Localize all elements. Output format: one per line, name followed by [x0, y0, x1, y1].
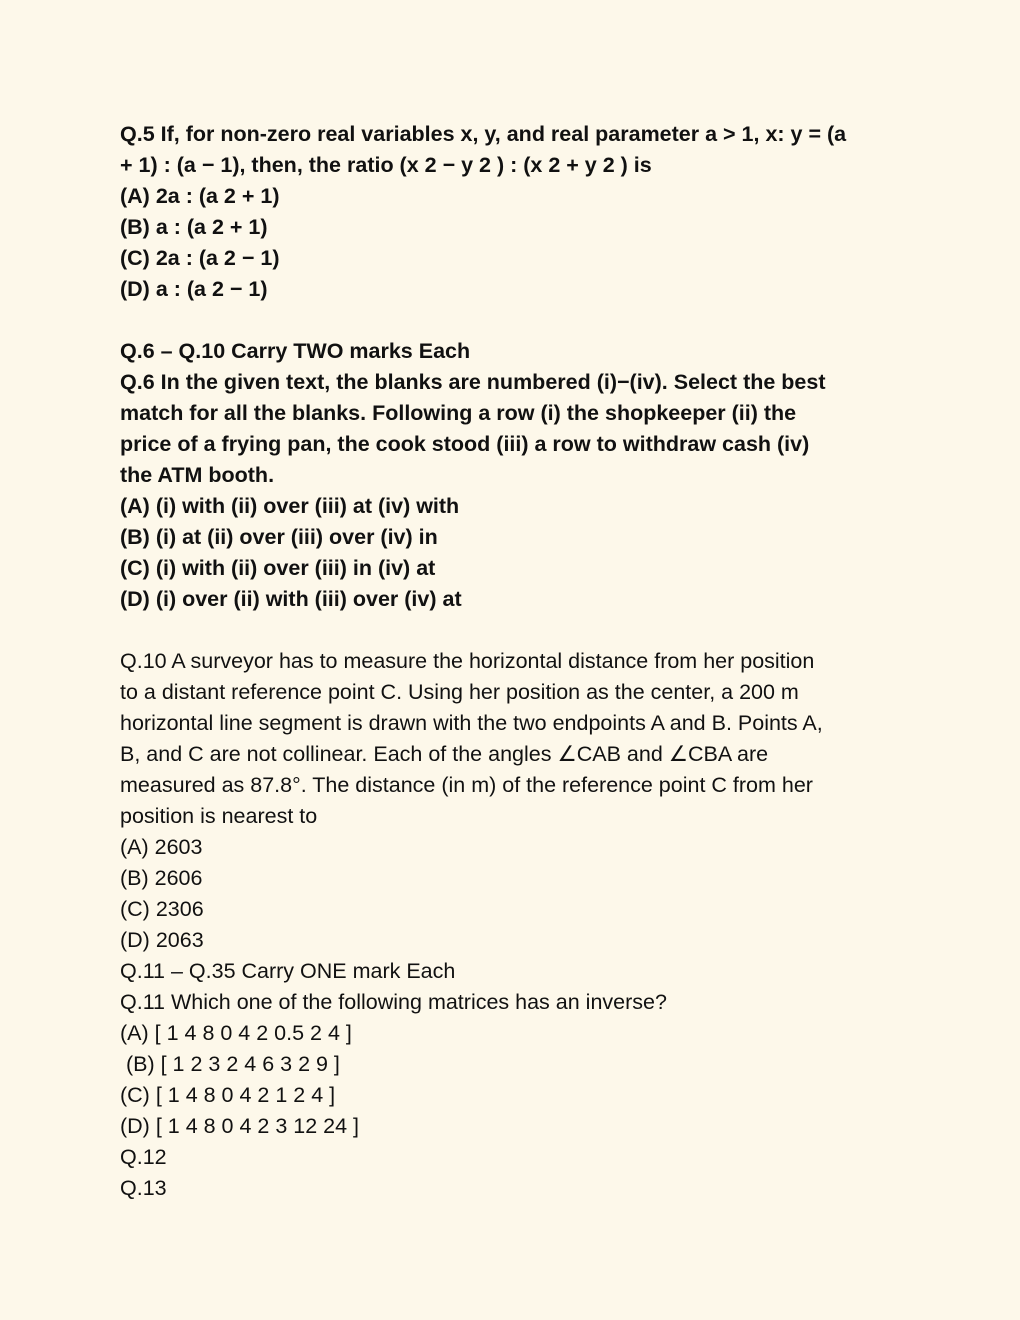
question-5 — [120, 119, 910, 305]
question-10 — [120, 646, 910, 956]
question-11 — [120, 987, 910, 1142]
q6-stem-line-3: price of a frying pan, the cook stood (iii) a row to withdraw cash (iv) — [120, 432, 810, 456]
q10-stem-line-4: B, and C are not collinear. Each of the angles ∠CAB and ∠CBA are — [120, 742, 769, 766]
q10-stem-line-5: measured as 87.8°. The distance (in m) of the reference point C from her — [120, 773, 813, 797]
q11-option-c: (C) [ 1 4 8 0 4 2 1 2 4 ] — [120, 1083, 336, 1107]
section-heading-two-marks: Q.6 – Q.10 Carry TWO marks Each — [120, 339, 471, 363]
q5-stem-line-2: + 1) : (a − 1), then, the ratio (x 2 − y 2 ) : (x 2 + y 2 ) is — [120, 153, 652, 177]
q6-option-b: (B) (i) at (ii) over (iii) over (iv) in — [120, 525, 438, 549]
q10-stem-line-6: position is nearest to — [120, 804, 318, 828]
q11-stem: Q.11 Which one of the following matrices has an inverse? — [120, 990, 667, 1014]
spacer — [120, 615, 910, 646]
q6-option-d: (D) (i) over (ii) with (iii) over (iv) at — [120, 587, 462, 611]
q6-option-a: (A) (i) with (ii) over (iii) at (iv) with — [120, 494, 460, 518]
q6-option-c: (C) (i) with (ii) over (iii) in (iv) at — [120, 556, 436, 580]
q10-option-b: (B) 2606 — [120, 866, 203, 890]
q11-option-d: (D) [ 1 4 8 0 4 2 3 12 24 ] — [120, 1114, 360, 1138]
q11-option-a: (A) [ 1 4 8 0 4 2 0.5 2 4 ] — [120, 1021, 352, 1045]
q10-stem-line-1: Q.10 A surveyor has to measure the horizontal distance from her position — [120, 649, 815, 673]
section-heading-one-mark: Q.11 – Q.35 Carry ONE mark Each — [120, 959, 456, 983]
q6-stem-line-1: Q.6 In the given text, the blanks are numbered (i)−(iv). Select the best — [120, 370, 826, 394]
q10-option-c: (C) 2306 — [120, 897, 204, 921]
document-content — [120, 119, 910, 1204]
q5-option-c: (C) 2a : (a 2 − 1) — [120, 246, 280, 270]
q10-stem-line-2: to a distant reference point C. Using her position as the center, a 200 m — [120, 680, 799, 704]
q10-stem-line-3: horizontal line segment is drawn with the two endpoints A and B. Points A, — [120, 711, 823, 735]
question-12-label: Q.12 — [120, 1145, 167, 1169]
q10-option-d: (D) 2063 — [120, 928, 204, 952]
q5-option-b: (B) a : (a 2 + 1) — [120, 215, 268, 239]
q11-option-b: (B) [ 1 2 3 2 4 6 3 2 9 ] — [120, 1052, 340, 1076]
spacer — [120, 305, 910, 336]
q5-stem-line-1: Q.5 If, for non-zero real variables x, y, and real parameter a > 1, x: y = (a — [120, 122, 847, 146]
q6-stem-line-4: the ATM booth. — [120, 463, 275, 487]
q6-stem-line-2: match for all the blanks. Following a row (i) the shopkeeper (ii) the — [120, 401, 797, 425]
question-13-label: Q.13 — [120, 1176, 167, 1200]
question-6 — [120, 336, 910, 615]
q5-option-a: (A) 2a : (a 2 + 1) — [120, 184, 280, 208]
q10-option-a: (A) 2603 — [120, 835, 203, 859]
q5-option-d: (D) a : (a 2 − 1) — [120, 277, 268, 301]
